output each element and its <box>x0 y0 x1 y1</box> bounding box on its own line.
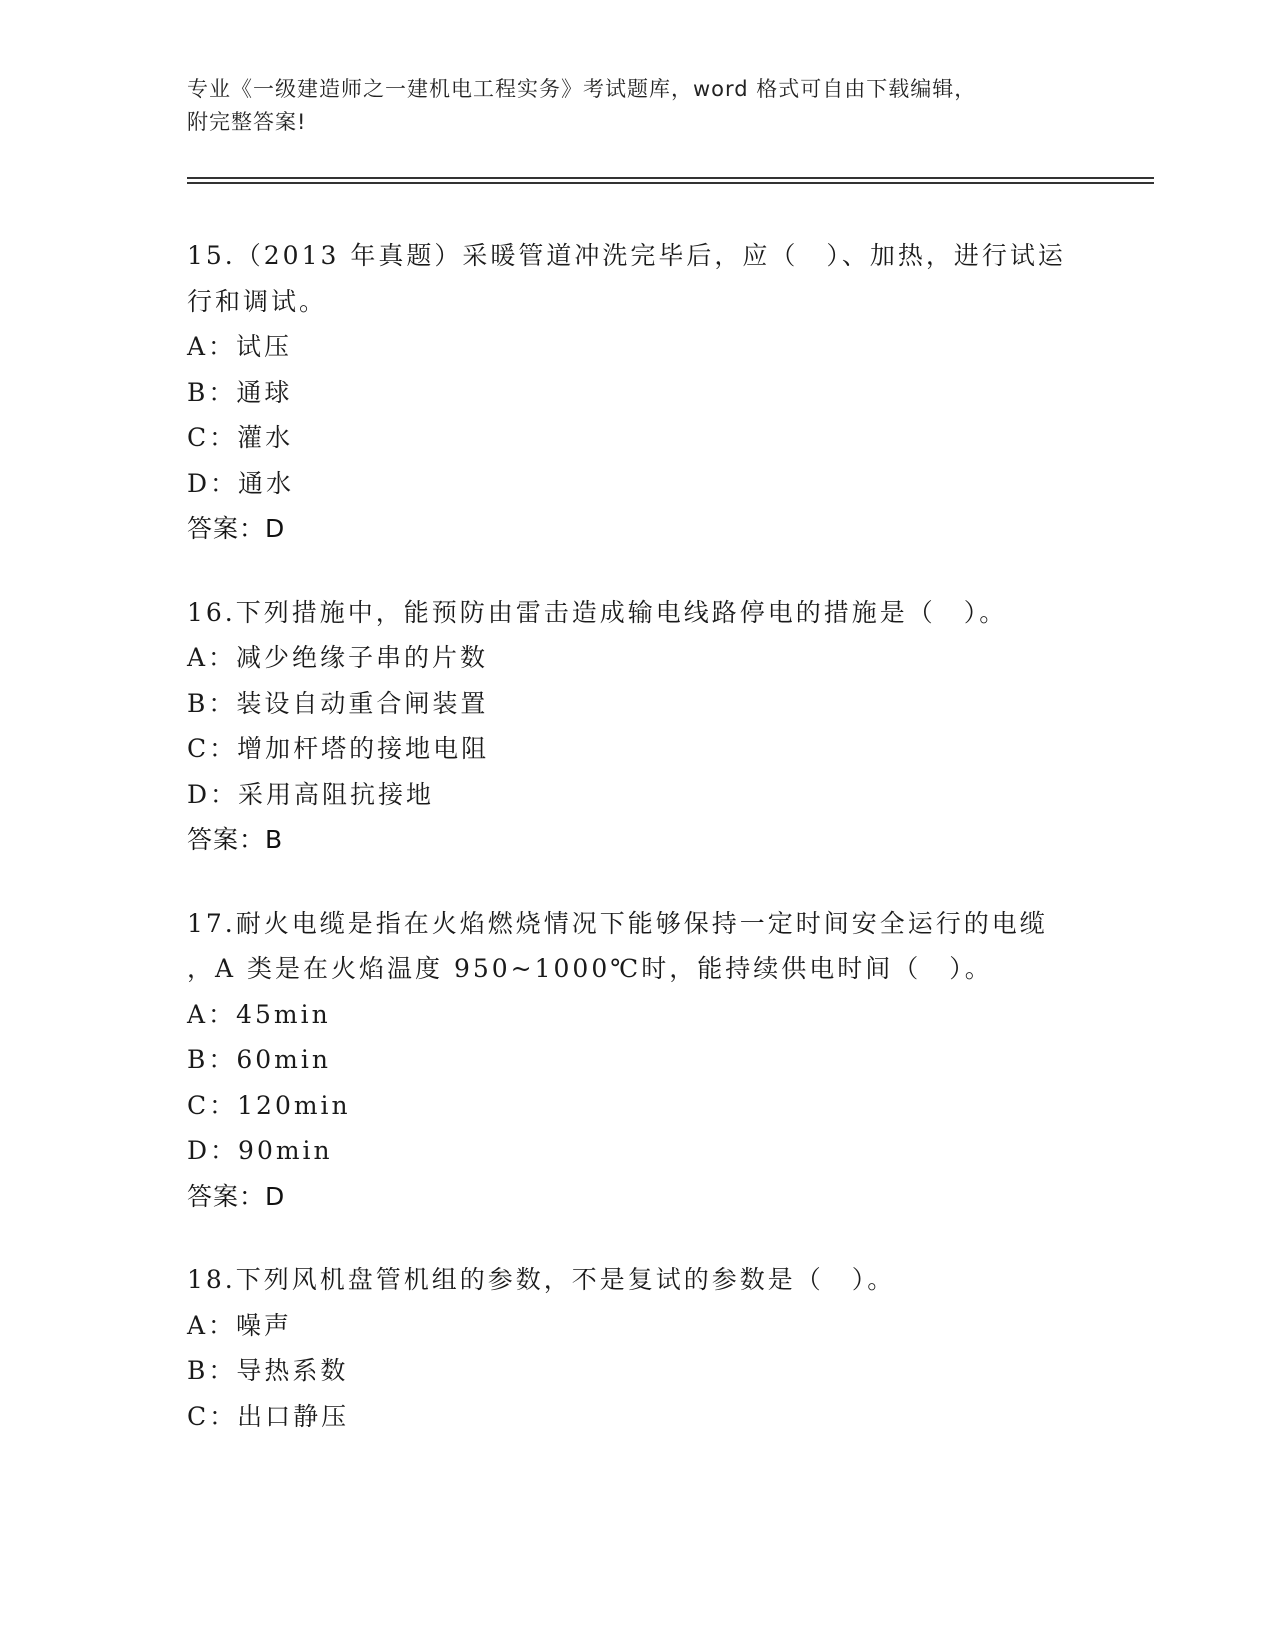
question-stem-line: ，A 类是在火焰温度 950~1000℃时，能持续供电时间（ ）。 <box>187 954 993 983</box>
option-a: A：试压 <box>187 332 293 361</box>
question-stem-line: 17.耐火电缆是指在火焰燃烧情况下能够保持一定时间安全运行的电缆 <box>187 908 1048 938</box>
answer-line: 答案：D <box>187 1181 286 1211</box>
document-header <box>187 73 1067 139</box>
question-stem-line: 18.下列风机盘管机组的参数，不是复试的参数是（ ）。 <box>187 1265 896 1294</box>
option-c: C：120min <box>187 1090 351 1120</box>
header-divider-top <box>187 177 1154 179</box>
question-list <box>187 233 1087 1477</box>
option-c: C：增加杆塔的接地电阻 <box>187 734 490 763</box>
option-b: B：导热系数 <box>187 1356 349 1385</box>
option-d: D：90min <box>187 1136 333 1165</box>
question-18 <box>187 1257 1087 1439</box>
option-c: C：出口静压 <box>187 1401 350 1431</box>
question-stem-line: 16.下列措施中，能预防由雷击造成输电线路停电的措施是（ ）。 <box>187 597 1008 627</box>
question-16 <box>187 590 1087 863</box>
option-a: A：噪声 <box>187 1310 293 1340</box>
question-stem-line: 15.（2013 年真题）采暖管道冲洗完毕后，应（ ）、加热，进行试运 <box>187 241 1066 270</box>
question-15 <box>187 233 1087 552</box>
option-b: B：60min <box>187 1045 331 1074</box>
option-b: B：装设自动重合闸装置 <box>187 688 489 718</box>
option-a: A：45min <box>187 999 331 1029</box>
option-a: A：减少绝缘子串的片数 <box>187 643 489 672</box>
header-line-1: 专业《一级建造师之一建机电工程实务》考试题库，word 格式可自由下载编辑， <box>187 77 977 101</box>
option-d: D：采用高阻抗接地 <box>187 779 435 809</box>
header-line-2: 附完整答案! <box>187 110 307 134</box>
question-stem-line: 行和调试。 <box>187 286 328 316</box>
answer-line: 答案：D <box>187 514 286 543</box>
header-divider-bottom <box>187 182 1154 184</box>
question-17 <box>187 901 1087 1220</box>
option-d: D：通水 <box>187 468 295 498</box>
option-c: C：灌水 <box>187 423 294 452</box>
answer-line: 答案：B <box>187 825 284 854</box>
option-b: B：通球 <box>187 377 293 407</box>
